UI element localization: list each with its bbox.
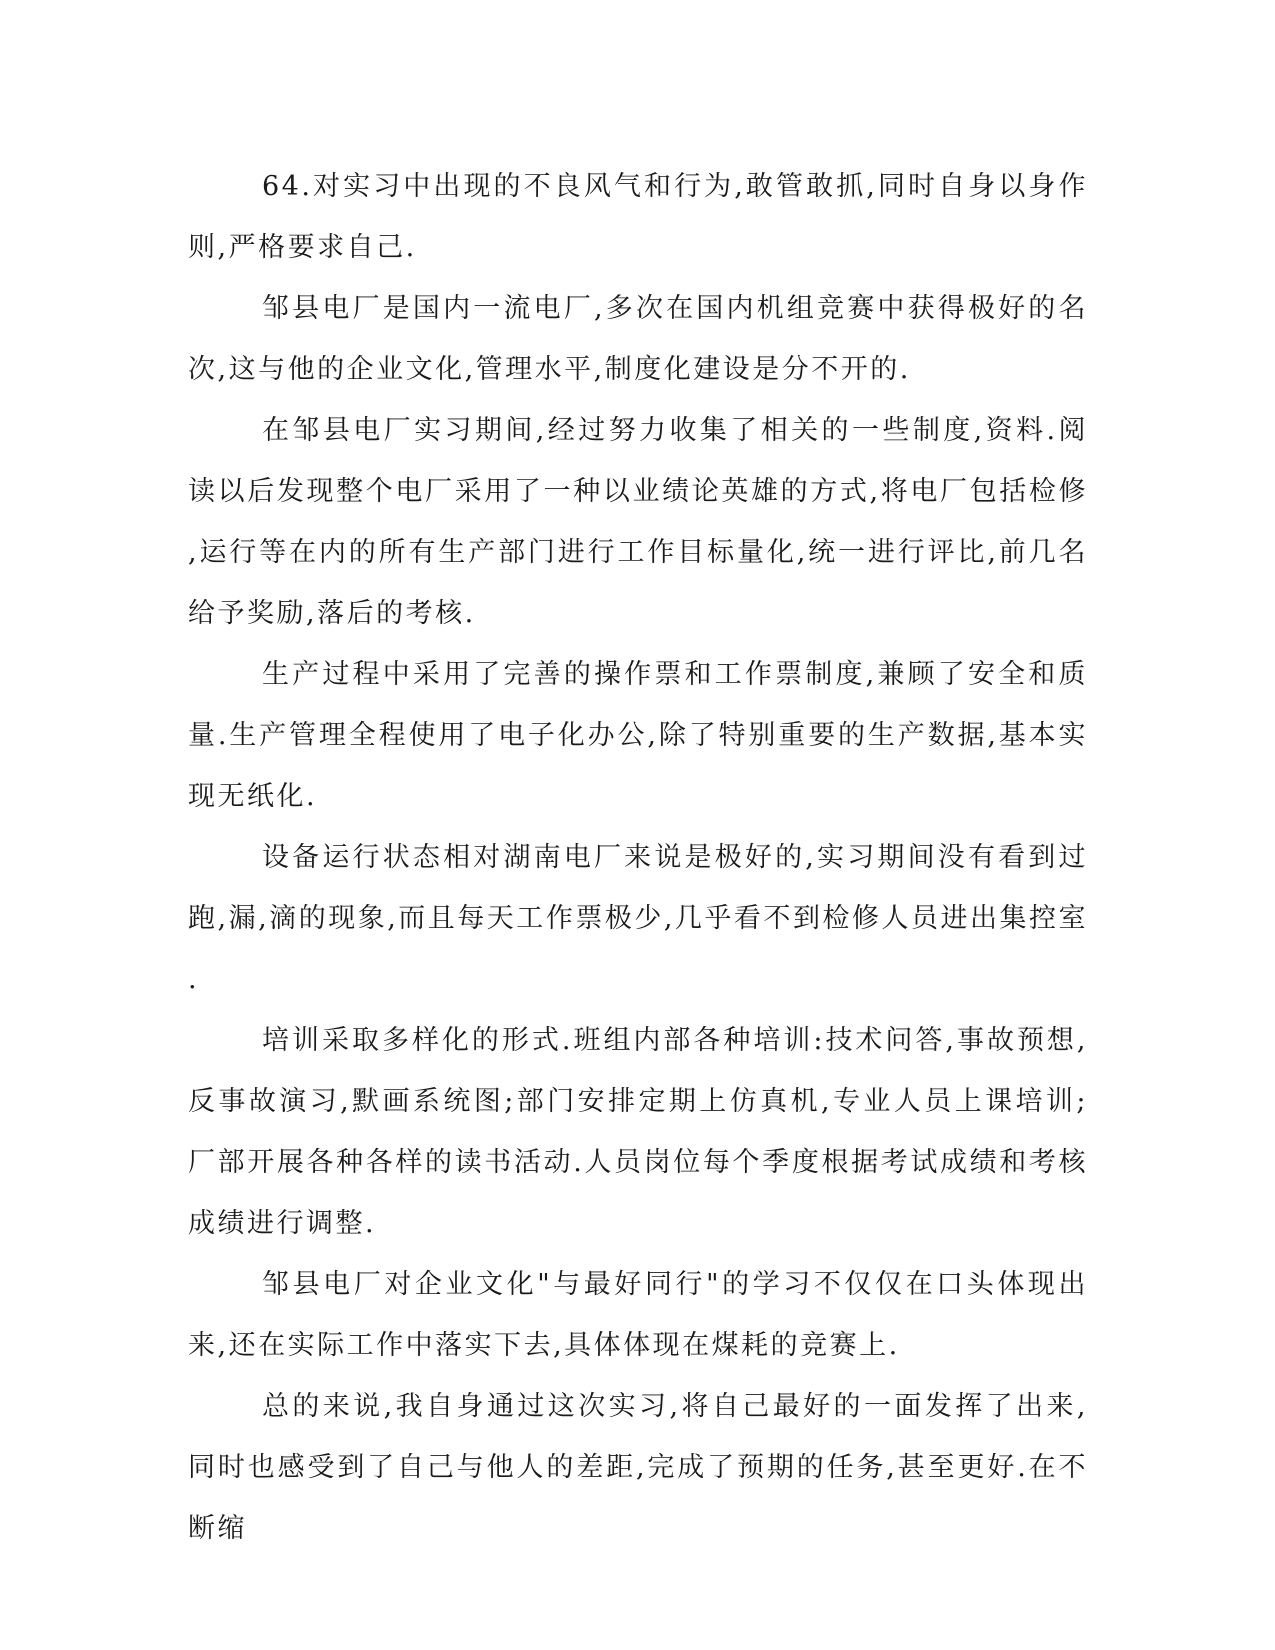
paragraph-6: 培训采取多样化的形式.班组内部各种培训:技术问答,事故预想,反事故演习,默画系统图;部门安排定期上仿真机,专业人员上课培训;厂部开展各种各样的读书活动.人员岗位每个季度根据考试成绩和考核成绩进行调整. [188,1025,1088,1239]
document-body [188,156,1088,1559]
paragraph-3: 在邹县电厂实习期间,经过努力收集了相关的一些制度,资料.阅读以后发现整个电厂采用了一种以业绩论英雄的方式,将电厂包括检修,运行等在内的所有生产部门进行工作目标量化,统一进行评比,前几名给予奖励,落后的考核. [188,415,1088,629]
paragraph-4: 生产过程中采用了完善的操作票和工作票制度,兼顾了安全和质量.生产管理全程使用了电子化办公,除了特别重要的生产数据,基本实现无纸化. [188,659,1088,812]
paragraph-7: 邹县电厂对企业文化"与最好同行"的学习不仅仅在口头体现出来,还在实际工作中落实下去,具体体现在煤耗的竞赛上. [188,1269,1088,1361]
paragraph-5: 设备运行状态相对湖南电厂来说是极好的,实习期间没有看到过跑,漏,滴的现象,而且每天工作票极少,几乎看不到检修人员进出集控室. [188,842,1088,995]
paragraph-2: 邹县电厂是国内一流电厂,多次在国内机组竞赛中获得极好的名次,这与他的企业文化,管理水平,制度化建设是分不开的. [188,293,1088,385]
paragraph-1: 64.对实习中出现的不良风气和行为,敢管敢抓,同时自身以身作则,严格要求自己. [188,171,1088,263]
paragraph-8: 总的来说,我自身通过这次实习,将自己最好的一面发挥了出来,同时也感受到了自己与他人的差距,完成了预期的任务,甚至更好.在不断缩 [188,1391,1088,1544]
